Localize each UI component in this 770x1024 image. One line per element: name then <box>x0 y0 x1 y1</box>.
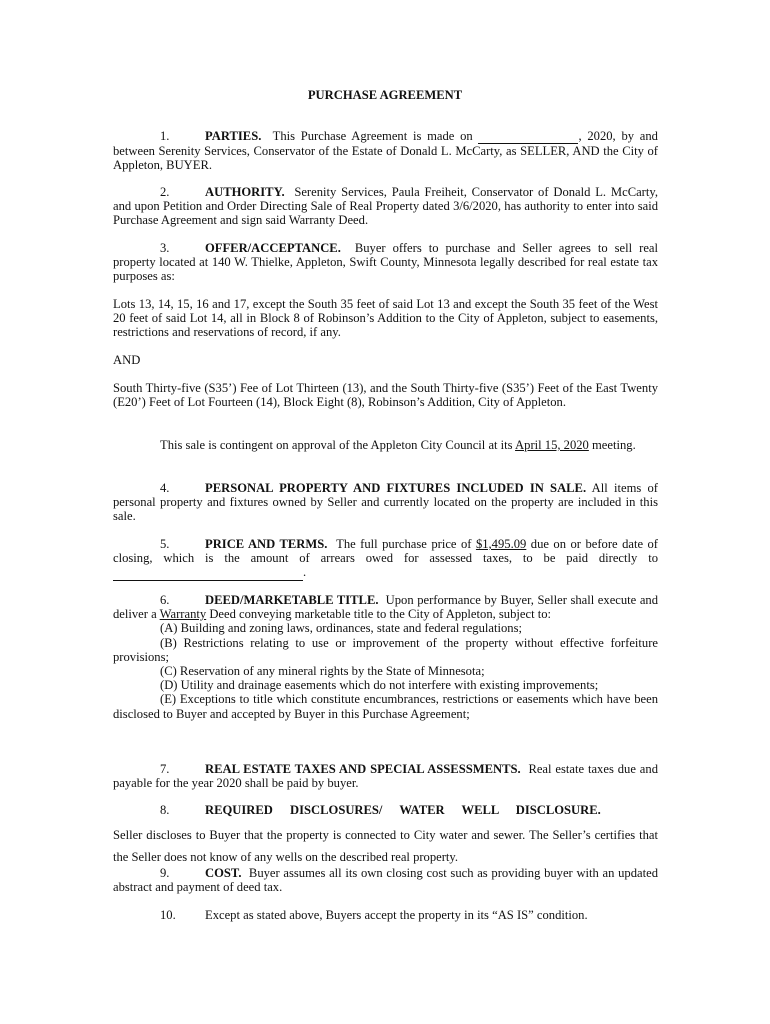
contingency-clause <box>113 438 658 452</box>
section-parties <box>113 129 658 173</box>
section-text: This Purchase Agreement is made on <box>272 129 473 143</box>
document-title: PURCHASE AGREEMENT <box>307 88 463 102</box>
section-number: 2. <box>160 185 170 199</box>
exception-a: (A) Building and zoning laws, ordinances, state and federal regulations; <box>160 621 522 636</box>
section-heading: PARTIES. <box>205 129 262 143</box>
section-heading: PERSONAL PROPERTY AND FIXTURES INCLUDED IN SALE. <box>205 481 587 495</box>
section-authority <box>113 185 658 228</box>
exception-d: (D) Utility and drainage easements which do not interfere with existing improvements; <box>160 678 599 693</box>
section-personal-property <box>113 481 658 524</box>
section-text: , 2020, <box>578 129 616 143</box>
section-heading: COST. <box>205 866 242 880</box>
section-heading: AUTHORITY. <box>205 185 285 199</box>
section-text: by and between Serenity Services, Conservator of the Estate of Donald L. McCarty, as SELLER, AND the City of Appleton, BUYER. <box>113 129 658 173</box>
section-text: Except as stated above, Buyers accept the property in its “AS IS” condition. <box>205 908 588 922</box>
section-number: 5. <box>160 537 170 551</box>
section-as-is <box>113 908 658 922</box>
section-deed-title <box>113 593 658 721</box>
disclosure-text: Seller discloses to Buyer that the property is connected to City water and sewer. The Seller’s certifies that the Seller does not know of any wells on the described real property. <box>113 828 658 864</box>
section-cost <box>113 866 658 894</box>
section-number: 4. <box>160 481 170 495</box>
section-text: due on or before date of closing, which is the amount of arrears owed for assessed taxes, to be paid directly to <box>113 537 658 566</box>
section-heading: OFFER/ACCEPTANCE. <box>205 241 341 255</box>
section-heading: REQUIRED DISCLOSURES/ WATER WELL DISCLOSURE. <box>205 803 601 817</box>
exception-b: (B) Restrictions relating to use or improvement of the property without effective forfeiture provisions; <box>113 635 658 664</box>
contingency-text: meeting. <box>592 438 636 452</box>
section-number: 9. <box>160 866 170 880</box>
section-text: The full purchase price of <box>336 537 472 551</box>
section-number: 6. <box>160 593 170 607</box>
date-blank <box>478 129 578 144</box>
section-heading: DEED/MARKETABLE TITLE. <box>205 593 379 607</box>
section-offer-acceptance <box>113 241 658 284</box>
section-text: . <box>303 565 307 580</box>
section-text: Deed conveying marketable title to the City of Appleton, subject to: <box>209 607 552 622</box>
section-heading: REAL ESTATE TAXES AND SPECIAL ASSESSMENTS. <box>205 762 521 776</box>
section-text: All items of personal property and fixtures owned by Seller and currently located on the property are included in this sale. <box>113 481 658 524</box>
section-number: 10. <box>160 908 176 922</box>
section-text: Buyer assumes all its own closing cost such as providing buyer with an updated abstract and payment of deed tax. <box>113 866 658 895</box>
section-number: 3. <box>160 241 170 255</box>
payee-blank <box>113 565 303 580</box>
section-heading: PRICE AND TERMS. <box>205 537 328 551</box>
section-disclosures <box>113 803 658 817</box>
and-separator: AND <box>113 353 141 367</box>
section-text: Upon performance by Buyer, Seller shall execute and deliver a <box>113 593 659 622</box>
section-text: Real estate taxes due and payable for the year 2020 shall be paid by buyer. <box>113 762 658 791</box>
section-number: 7. <box>160 762 170 776</box>
section-taxes <box>113 762 658 790</box>
warranty-word: Warranty <box>159 607 207 622</box>
legal-description-1: Lots 13, 14, 15, 16 and 17, except the South 35 feet of said Lot 13 and except the South 35 feet of the West 20 feet of said Lot 14, all in Block 8 of Robinson’s Addition to the City of Appleton, subject to easements, restrictions and reservations of record, if any. <box>113 297 658 340</box>
section-number: 1. <box>160 129 170 143</box>
exception-c: (C) Reservation of any mineral rights by the State of Minnesota; <box>160 664 485 679</box>
section-number: 8. <box>160 803 170 817</box>
purchase-price: $1,495.09 <box>475 537 527 551</box>
section-text: Buyer offers to purchase and Seller agrees to sell real property located at 140 W. Thielke, Appleton, Swift County, Minnesota legally described for real estate tax purposes as: <box>113 241 659 284</box>
section-text: Serenity Services, Paula Freiheit, Conservator of Donald L. McCarty, and upon Petition and Order Directing Sale of Real Property dated 3/6/2020, has authority to enter into said Purchase Agreement and sign said Warranty Deed. <box>113 185 658 228</box>
contingency-text: This sale is contingent on approval of the Appleton City Council at its <box>160 438 513 452</box>
legal-description-2: South Thirty-five (S35’) Fee of Lot Thirteen (13), and the South Thirty-five (S35’) Feet of the East Twenty (E20’) Feet of Lot Fourteen (14), Block Eight (8), Robinson’s Addition, City of Appleton. <box>113 381 658 410</box>
exception-e: (E) Exceptions to title which constitute encumbrances, restrictions or easements which have been disclosed to Buyer and accepted by Buyer in this Purchase Agreement; <box>113 692 658 721</box>
meeting-date: April 15, 2020 <box>515 438 589 452</box>
section-price-terms <box>113 537 658 581</box>
